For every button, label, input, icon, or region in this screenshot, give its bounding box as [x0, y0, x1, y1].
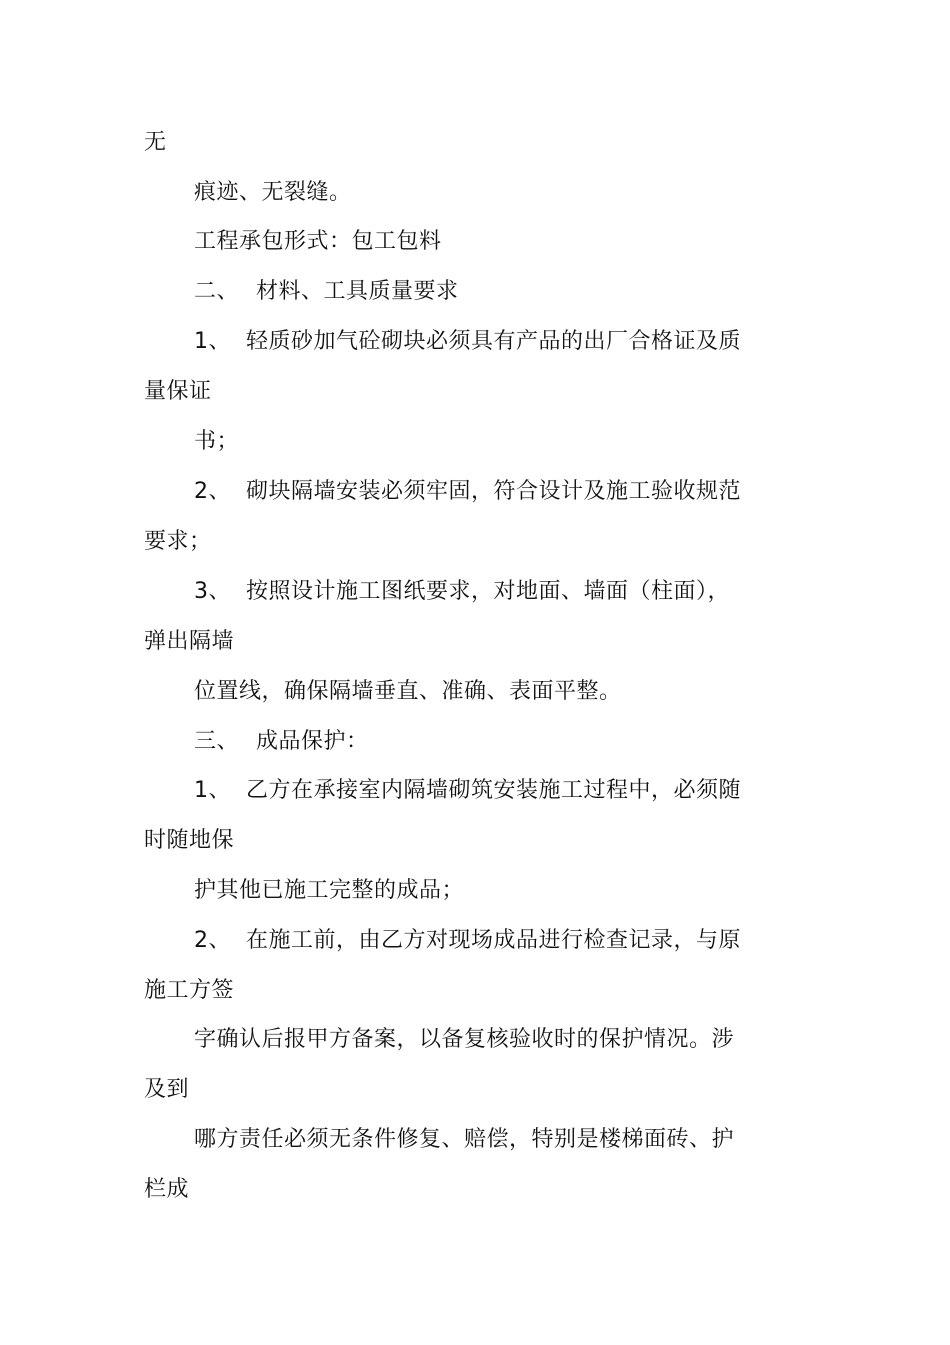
text-line: 弹出隔墙 [144, 629, 235, 654]
item-number: 1、 [194, 778, 231, 803]
list-item: 3、 按照设计施工图纸要求，对地面、墙面（柱面）， [194, 579, 731, 604]
list-item: 2、 砌块隔墙安装必须牢固，符合设计及施工验收规范 [194, 479, 742, 504]
list-item: 1、 轻质砂加气砼砌块必须具有产品的出厂合格证及质 [194, 329, 742, 354]
section-title: 成品保护： [256, 729, 369, 754]
section-title: 材料、工具质量要求 [256, 279, 459, 304]
text-line: 书； [194, 429, 240, 454]
text-line: 工程承包形式：包工包料 [194, 229, 442, 254]
text-line: 哪方责任必须无条件修复、赔偿，特别是楼梯面砖、护 [194, 1127, 735, 1152]
list-item: 1、 乙方在承接室内隔墙砌筑安装施工过程中，必须随 [194, 778, 742, 803]
text-line: 字确认后报甲方备案，以备复核验收时的保护情况。涉 [194, 1027, 735, 1052]
item-number: 3、 [194, 579, 231, 604]
text-line: 要求； [144, 529, 212, 554]
list-item: 2、 在施工前，由乙方对现场成品进行检查记录，与原 [194, 928, 742, 953]
text-line: 及到 [144, 1077, 190, 1102]
section-number: 二、 [194, 279, 240, 304]
item-number: 2、 [194, 479, 231, 504]
text-line: 栏成 [144, 1177, 190, 1202]
text-line: 痕迹、无裂缝。 [194, 180, 352, 205]
section-heading [194, 728, 369, 756]
section-number: 三、 [194, 729, 240, 754]
text-line: 施工方签 [144, 978, 235, 1003]
text-line: 位置线，确保隔墙垂直、准确、表面平整。 [194, 679, 622, 704]
text-line: 量保证 [144, 379, 212, 404]
text-line: 时随地保 [144, 828, 235, 853]
text-line: 无 [144, 130, 167, 155]
item-number: 2、 [194, 928, 231, 953]
text-line: 护其他已施工完整的成品； [194, 878, 465, 903]
section-heading [194, 278, 459, 306]
item-number: 1、 [194, 329, 231, 354]
